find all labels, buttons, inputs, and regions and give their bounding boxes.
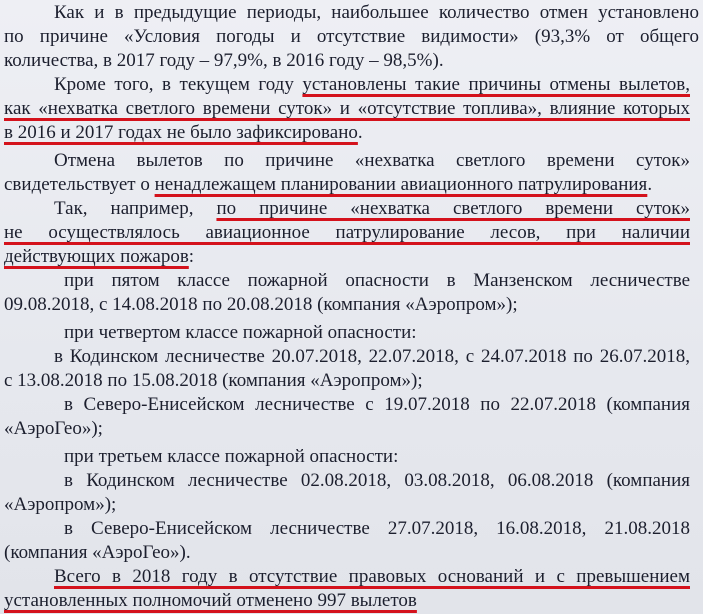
text-segment: по причине «Условия погоды и отсутствие видимости» (93,3% от общего bbox=[4, 26, 699, 47]
text-line bbox=[54, 198, 690, 220]
highlighted-text: по причине «нехватка светлого времени суток» bbox=[216, 198, 690, 219]
text-segment: при четвертом классе пожарной опасности: bbox=[64, 322, 417, 343]
text-line bbox=[4, 542, 191, 564]
highlighted-text: как «нехватка светлого времени суток» и «отсутствие топлива», влияние которых bbox=[4, 98, 690, 119]
highlighted-text: действующих пожаров bbox=[4, 246, 189, 267]
text-segment: «АэроГео»); bbox=[4, 418, 103, 439]
text-line bbox=[64, 518, 690, 540]
text-line bbox=[4, 122, 363, 144]
text-segment: при третьем классе пожарной опасности: bbox=[64, 446, 399, 467]
text-segment: 09.08.2018, с 14.08.2018 по 20.08.2018 (компания «Аэропром»); bbox=[4, 294, 518, 315]
text-segment: с 13.08.2018 по 15.08.2018 (компания «Аэропром»); bbox=[4, 370, 423, 391]
highlighted-text: Всего в 2018 году в отсутствие правовых оснований и с превышением bbox=[54, 566, 690, 587]
text-line bbox=[54, 150, 690, 172]
text-line bbox=[4, 418, 103, 440]
text-line bbox=[4, 246, 194, 268]
text-segment: Отмена вылетов по причине «нехватка светлого времени суток» bbox=[54, 150, 690, 171]
text-line bbox=[4, 590, 417, 612]
text-line bbox=[4, 26, 699, 48]
highlighted-text: установлены такие причины отмены вылетов, bbox=[302, 74, 690, 95]
text-line bbox=[54, 346, 690, 368]
text-line bbox=[64, 470, 690, 492]
text-line bbox=[4, 294, 518, 316]
highlighted-text: ненадлежащем планировании авиационного патрулирования bbox=[154, 174, 648, 195]
text-segment: в Кодинском лесничестве 20.07.2018, 22.07.2018, с 24.07.2018 по 26.07.2018, bbox=[54, 346, 690, 367]
text-segment: Так, например, bbox=[54, 198, 217, 219]
text-line bbox=[64, 322, 417, 344]
text-line bbox=[4, 50, 444, 72]
text-line bbox=[54, 74, 690, 96]
highlighted-text: не осуществлялось авиационное патрулирование лесов, при наличии bbox=[4, 222, 690, 243]
text-segment: в Северо-Енисейском лесничестве с 19.07.2018 по 22.07.2018 (компания bbox=[64, 394, 690, 415]
text-segment: при пятом классе пожарной опасности в Манзенском лесничестве bbox=[64, 270, 690, 291]
text-line bbox=[64, 270, 690, 292]
text-segment: . bbox=[357, 122, 363, 143]
text-segment: : bbox=[188, 246, 195, 267]
text-segment: Как и в предыдущие периоды, наибольшее количество отмен установлено bbox=[54, 2, 699, 23]
text-line bbox=[4, 494, 116, 516]
text-line bbox=[4, 98, 690, 120]
text-line bbox=[54, 566, 690, 588]
text-line bbox=[64, 394, 690, 416]
highlighted-text: установленных полномочий отменено 997 вылетов bbox=[4, 590, 417, 611]
text-segment: в Кодинском лесничестве 02.08.2018, 03.08.2018, 06.08.2018 (компания bbox=[64, 470, 690, 491]
text-segment: свидетельствует о bbox=[4, 174, 155, 195]
text-segment: (компания «АэроГео»). bbox=[4, 542, 191, 563]
text-line bbox=[4, 370, 423, 392]
text-segment: «Аэропром»); bbox=[4, 494, 117, 515]
text-line bbox=[4, 222, 690, 244]
text-line bbox=[54, 2, 699, 24]
text-segment: в Северо-Енисейском лесничестве 27.07.2018, 16.08.2018, 21.08.2018 bbox=[64, 518, 690, 539]
text-line bbox=[64, 446, 398, 468]
text-segment: количества, в 2017 году – 97,9%, в 2016 году – 98,5%). bbox=[4, 50, 444, 71]
text-segment: . bbox=[647, 174, 653, 195]
text-line bbox=[4, 174, 652, 196]
highlighted-text: в 2016 и 2017 годах не было зафиксировано bbox=[4, 122, 358, 143]
text-segment: Кроме того, в текущем году bbox=[54, 74, 303, 95]
